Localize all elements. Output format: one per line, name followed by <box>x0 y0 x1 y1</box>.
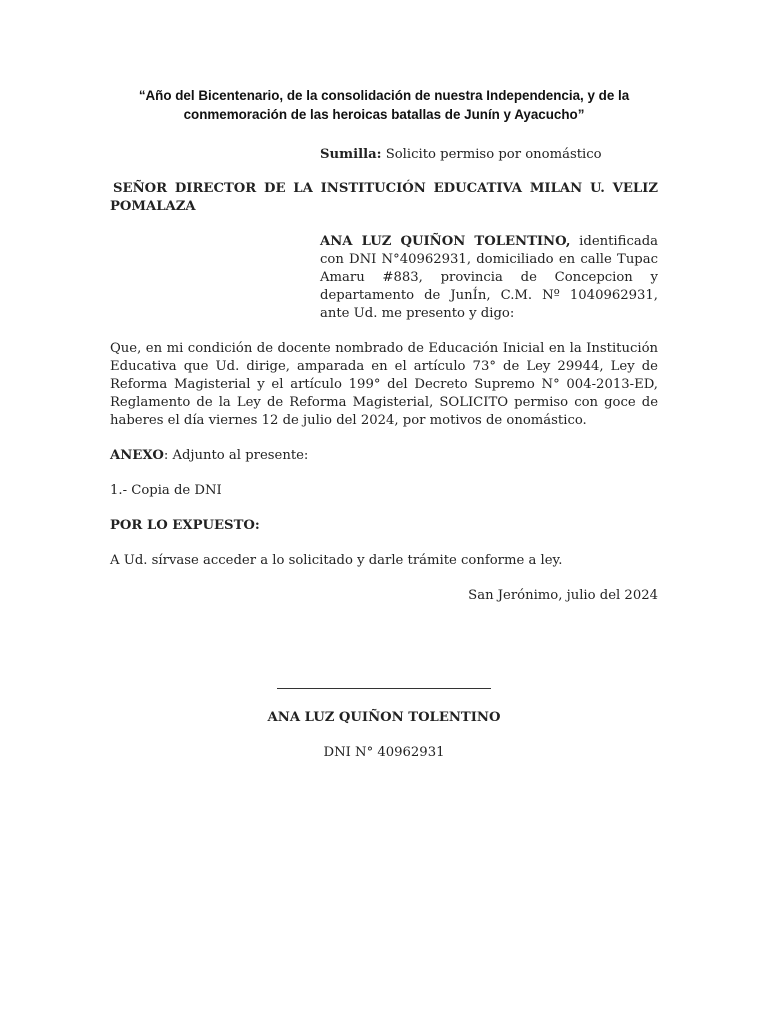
signature-block <box>110 688 658 762</box>
closing-request: A Ud. sírvase acceder a lo solicitado y darle trámite conforme a ley. <box>110 553 563 568</box>
body-paragraph: Que, en mi condición de docente nombrado de Educación Inicial en la Institución Educativa que Ud. dirige, amparada en el artículo 73° de Ley 29944, Ley de Reforma Magisterial y el artículo 199° del Decreto Supremo N° 004-2013-ED, Reglamento de la Ley de Reforma Magisterial, SOLICITO permiso con goce de haberes el día viernes 12 de julio del 2024, por motivos de onomástico. <box>110 341 658 428</box>
signature-line <box>277 688 491 689</box>
addressee-line1 <box>110 180 658 198</box>
addressee-word: SEÑOR <box>113 181 168 196</box>
sumilla-text: Solicito permiso por onomástico <box>381 147 602 162</box>
applicant-name: ANA LUZ QUIÑON TOLENTINO, <box>320 234 571 249</box>
document-page <box>110 86 658 760</box>
annex-label: ANEXO <box>110 448 164 463</box>
addressee-word: MILAN <box>529 181 583 196</box>
header-title-line2: conmemoración de las heroicas batallas de Junín y Ayacucho” <box>183 107 585 122</box>
addressee-word: DE <box>264 181 286 196</box>
addressee-line2: POMALAZA <box>110 199 196 214</box>
addressee-word: U. <box>589 181 605 196</box>
sumilla <box>110 146 658 164</box>
addressee-word: DIRECTOR <box>174 181 257 196</box>
signature-dni: DNI N° 40962931 <box>323 745 445 760</box>
sumilla-label: Sumilla: <box>320 147 382 162</box>
header-title-line1: “Año del Bicentenario, de la consolidación de nuestra Independencia, y de la <box>138 88 630 103</box>
closing-heading: POR LO EXPUESTO: <box>110 518 260 533</box>
addressee-word: INSTITUCIÓN <box>320 181 426 196</box>
annex-item: 1.- Copia de DNI <box>110 483 222 498</box>
place-date: San Jerónimo, julio del 2024 <box>468 588 658 603</box>
annex-text: : Adjunto al presente: <box>163 448 309 463</box>
identification-text: identificada con DNI N°40962931, domiciliado en calle Tupac Amaru #883, provincia de Concepcion y departamento de JunÍn, C.M. Nº 1040962931, ante Ud. me presento y digo: <box>320 234 658 321</box>
identification-paragraph <box>320 233 658 323</box>
addressee-word: VELIZ <box>612 181 658 196</box>
annex <box>110 447 658 465</box>
signature-name: ANA LUZ QUIÑON TOLENTINO <box>267 710 501 725</box>
header-title <box>100 86 668 124</box>
addressee-word: EDUCATIVA <box>433 181 523 196</box>
addressee-word: LA <box>293 181 313 196</box>
addressee <box>110 180 658 216</box>
